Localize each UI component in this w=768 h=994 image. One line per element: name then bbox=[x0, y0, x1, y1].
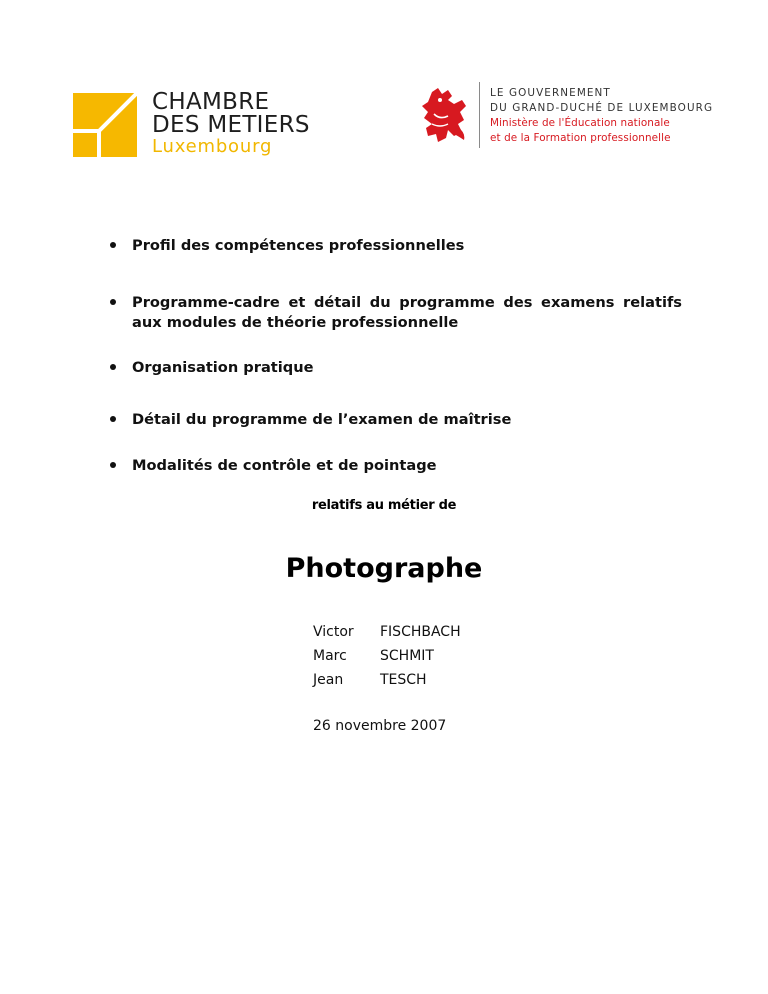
chambre-des-metiers-logo bbox=[73, 89, 333, 163]
bullet-dot-icon bbox=[110, 299, 116, 305]
cdm-logo-line-2: DES METIERS bbox=[152, 112, 310, 138]
cdm-logo-line-1: CHAMBRE bbox=[152, 89, 270, 115]
red-lion-icon bbox=[418, 86, 470, 144]
gov-logo-line-3: Ministère de l'Éducation nationale bbox=[490, 117, 670, 129]
list-item: Programme-cadre et détail du programme des examens relatifs aux modules de théorie professionnelle bbox=[110, 293, 682, 333]
author-last-name: FISCHBACH bbox=[380, 624, 461, 640]
gov-logo-line-4: et de la Formation professionnelle bbox=[490, 132, 671, 144]
author-row bbox=[313, 672, 461, 696]
gov-logo-line-1: LE GOUVERNEMENT bbox=[490, 87, 611, 99]
logo-divider bbox=[479, 82, 480, 148]
author-row bbox=[313, 624, 461, 648]
cdm-logo-line-3: Luxembourg bbox=[152, 136, 273, 157]
gov-logo-line-2: DU GRAND-DUCHÉ DE LUXEMBOURG bbox=[490, 102, 714, 114]
author-list bbox=[313, 624, 461, 696]
bullet-dot-icon bbox=[110, 462, 116, 468]
bullet-dot-icon bbox=[110, 242, 116, 248]
bullet-dot-icon bbox=[110, 364, 116, 370]
author-last-name: SCHMIT bbox=[380, 648, 434, 664]
author-first-name: Victor bbox=[313, 624, 354, 640]
list-item: Détail du programme de l’examen de maîtrise bbox=[110, 410, 682, 430]
luxembourg-government-logo bbox=[418, 82, 718, 152]
author-first-name: Jean bbox=[313, 672, 344, 688]
list-item: Organisation pratique bbox=[110, 358, 682, 378]
chambre-des-metiers-logo-mark bbox=[73, 93, 137, 157]
list-item: Profil des compétences professionnelles bbox=[110, 236, 682, 256]
author-last-name: TESCH bbox=[380, 672, 427, 688]
bullet-dot-icon bbox=[110, 416, 116, 422]
document-date: 26 novembre 2007 bbox=[313, 718, 447, 734]
list-item: Modalités de contrôle et de pointage bbox=[110, 456, 682, 476]
document-title: Photographe bbox=[285, 553, 483, 584]
author-row bbox=[313, 648, 461, 672]
subtitle: relatifs au métier de bbox=[311, 498, 457, 513]
author-first-name: Marc bbox=[313, 648, 347, 664]
